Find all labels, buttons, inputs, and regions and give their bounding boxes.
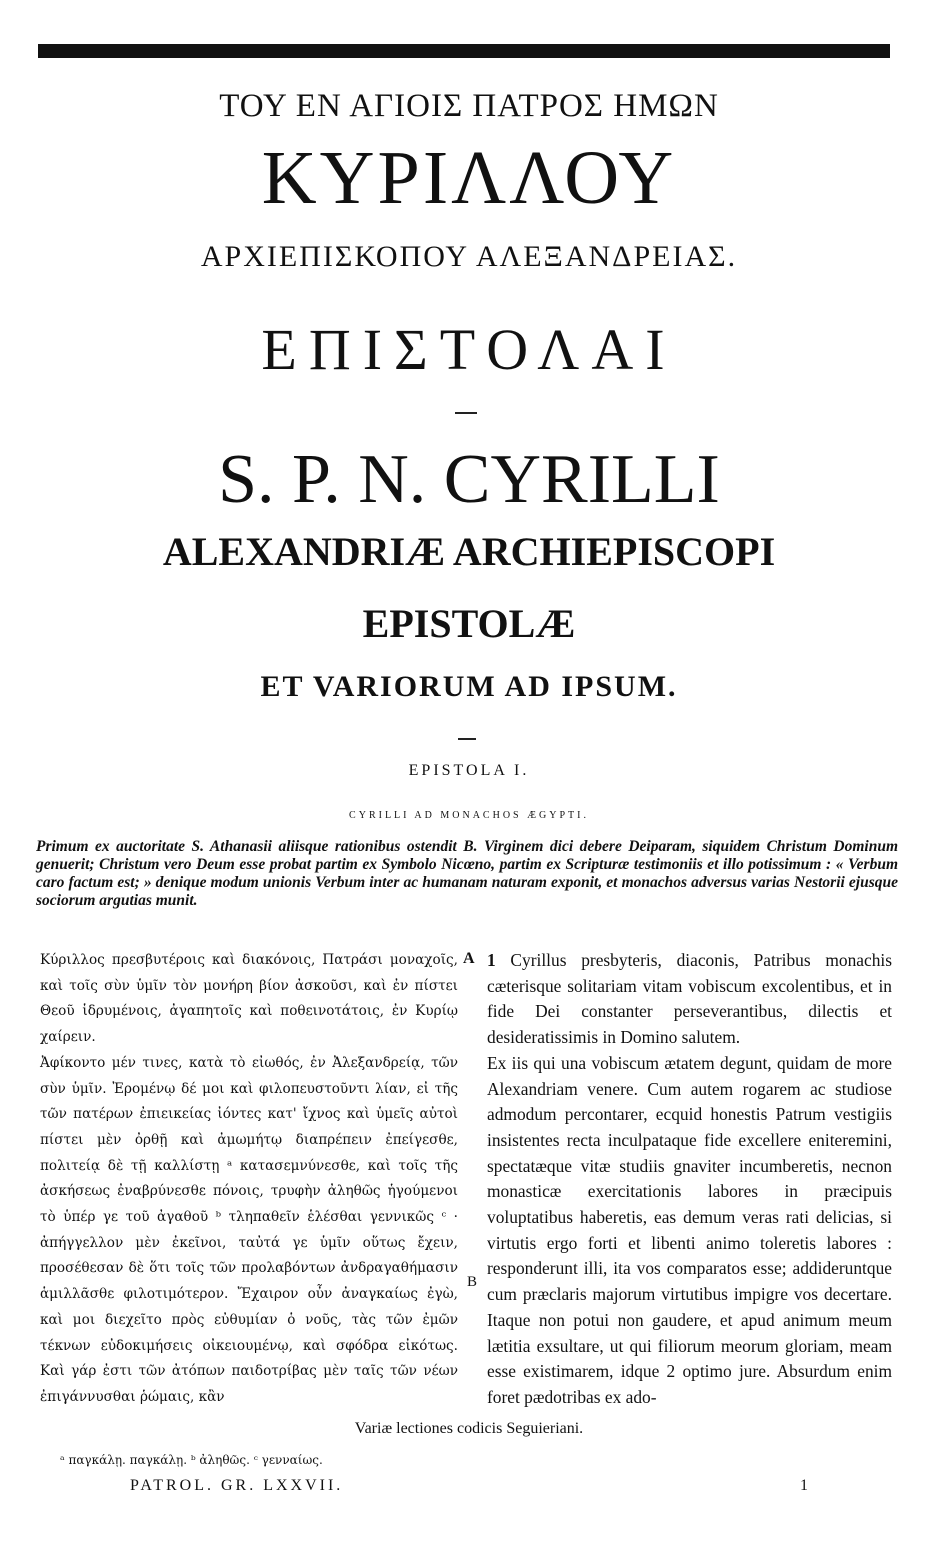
variants-heading: Variæ lectiones codicis Seguieriani. [354,1420,584,1437]
section-number: 1 [487,950,496,970]
section-separator [458,738,476,740]
greek-author-name: ΚΥΡΙΛΛΟΥ [261,136,677,220]
epistle-title: EPISTOLA I. [408,762,530,779]
margin-marker-b: B [467,1274,478,1290]
latin-title-epistles: EPISTOLÆ [362,601,576,646]
variant-notes: ᵃ παγκάλῃ. παγκάλῃ. ᵇ ἀληθῶς. ᶜ γενναίως. [60,1453,323,1467]
epistle-subtitle: CYRILLI AD MONACHOS ÆGYPTI. [349,810,589,821]
latin-column [487,948,892,1411]
title-separator [455,412,477,414]
greek-title-epistles: ΕΠΙΣΤΟΛΑΙ [261,317,677,382]
greek-title-archbishop: ΑΡΧΙΕΠΙΣΚΟΠΟΥ ΑΛΕΞΑΝΔΡΕΙΑΣ. [200,240,738,273]
greek-title-line-1: ΤΟΥ ΕΝ ΑΓΙΟΙΣ ΠΑΤΡΟΣ ΗΜΩΝ [219,88,719,124]
top-rule [38,44,890,58]
latin-title-variorum: ET VARIORUM AD IPSUM. [260,670,678,703]
latin-title-archbishop: ALEXANDRIÆ ARCHIEPISCOPI [162,529,776,574]
series-signature: PATROL. GR. LXXVII. [130,1477,344,1494]
margin-marker-a: A [463,950,475,967]
epistle-summary: Primum ex auctoritate S. Athanasii aliisque rationibus ostendit B. Virginem dici debere Deiparam, siquidem Christum Dominum genuerit; Christum vero Deum esse probat partim ex Symbolo Nicœno, partim ex Scripturæ testimoniis et illo potissimum : « Verbum caro factum est; » denique modum unionis Verbum inter ac humanam naturam exponit, et monachos adversus varias Nestorii ejusque sociorum argutias munit. [36,838,898,909]
page-number: 1 [800,1477,808,1494]
greek-column: Κύριλλος πρεσβυτέροις καὶ διακόνοις, Πατράσι μοναχοῖς, καὶ τοῖς σὺν ὑμῖν τὸν μονήρη βίον ἀσκοῦσι, καὶ ἐν πίστει Θεοῦ ἱδρυμένοις, ἀγαπητοῖς καὶ ποθεινοτάτοις, ἐν Κυρίῳ χαίρειν. Ἀφίκοντο μέν τινες, κατὰ τὸ εἰωθός, ἐν Ἀλεξανδρείᾳ, τῶν σὺν ὑμῖν. Ἐρομένῳ δέ μοι καὶ φιλοπευστοῦντι λίαν, εἰ τῆς τῶν πατέρων ἐπιεικείας ἰόντες κατ' ἴχνος καὶ ὑμεῖς αὐτοὶ πίστει μὲν ὀρθῇ καὶ ἀμωμήτῳ διαπρέπειν ἐπείγεσθε, πολιτείᾳ δὲ τῇ καλλίστῃ ᵃ κατασεμνύνεσθε, καὶ τοῖς τῆς ἀσκήσεως ἐναβρύνεσθε πόνοις, τρυφὴν ἀληθῶς ἡγούμενοι τὸ ὑπέρ γε τοῦ ἀγαθοῦ ᵇ τληπαθεῖν ἑλέσθαι γεννικῶς ᶜ · ἀπήγγελλον μὲν ἐκεῖνοι, ταὐτά γε ὑμῖν οὕτως ἔχειν, προσέθεσαν δὲ ὅτι τοῖς τῶν προλαβόντων ἀνδραγαθήμασιν ἁμιλλᾶσθε φιλοτιμότερον. Ἔχαιρον οὖν ἀναγκαίως ἐγὼ, καὶ μοι διεχεῖτο πρὸς εὐθυμίαν ὁ νοῦς, τὰς τῶν ἐμῶν τέκνων εὐδοκιμήσεις οἰκειουμένῳ, καὶ σφόδρα εἰκότως. Καὶ γάρ ἐστι τῶν ἀτόπων παιδοτρίβας μὲν ταῖς τῶν νέων ἐπιγάννυσθαι ῥώμαις, κἂν [40,952,458,1405]
latin-body: Cyrillus presbyteris, diaconis, Patribus monachis cæterisque solitariam vitam vobiscum excolentibus, et in fide Dei constanter perseverantibus, dilectis et desideratissimis in Domino salutem. Ex iis qui una vobiscum ætatem degunt, quidam de more Alexandriam venere. Cum autem rogarem ac studiose admodum percontarer, ecquid honestis Patrum vestigiis insistentes recta inculpataque fide excellere eniteremini, spectatæque vitæ studiis gnaviter incumberetis, necnon monasticæ exercitationis labores in præcipuis voluptatibus haberetis, eas demum veras rati delicias, si virtutis ergo forti et libenti animo toleretis labores : responderunt illi, ita vos comparatos esse; addideruntque cum præclaris majorum virtutibus impigre vos decertare. Itaque non potui non gaudere, et apud animum meum lætitia exsultare, ut qui filiorum meorum gloriam, meam esse existimarem, idque 2 optimo jure. Absurdum enim foret pædotribas ex ado- [487,950,892,1407]
latin-author-name: S. P. N. CYRILLI [218,441,720,518]
